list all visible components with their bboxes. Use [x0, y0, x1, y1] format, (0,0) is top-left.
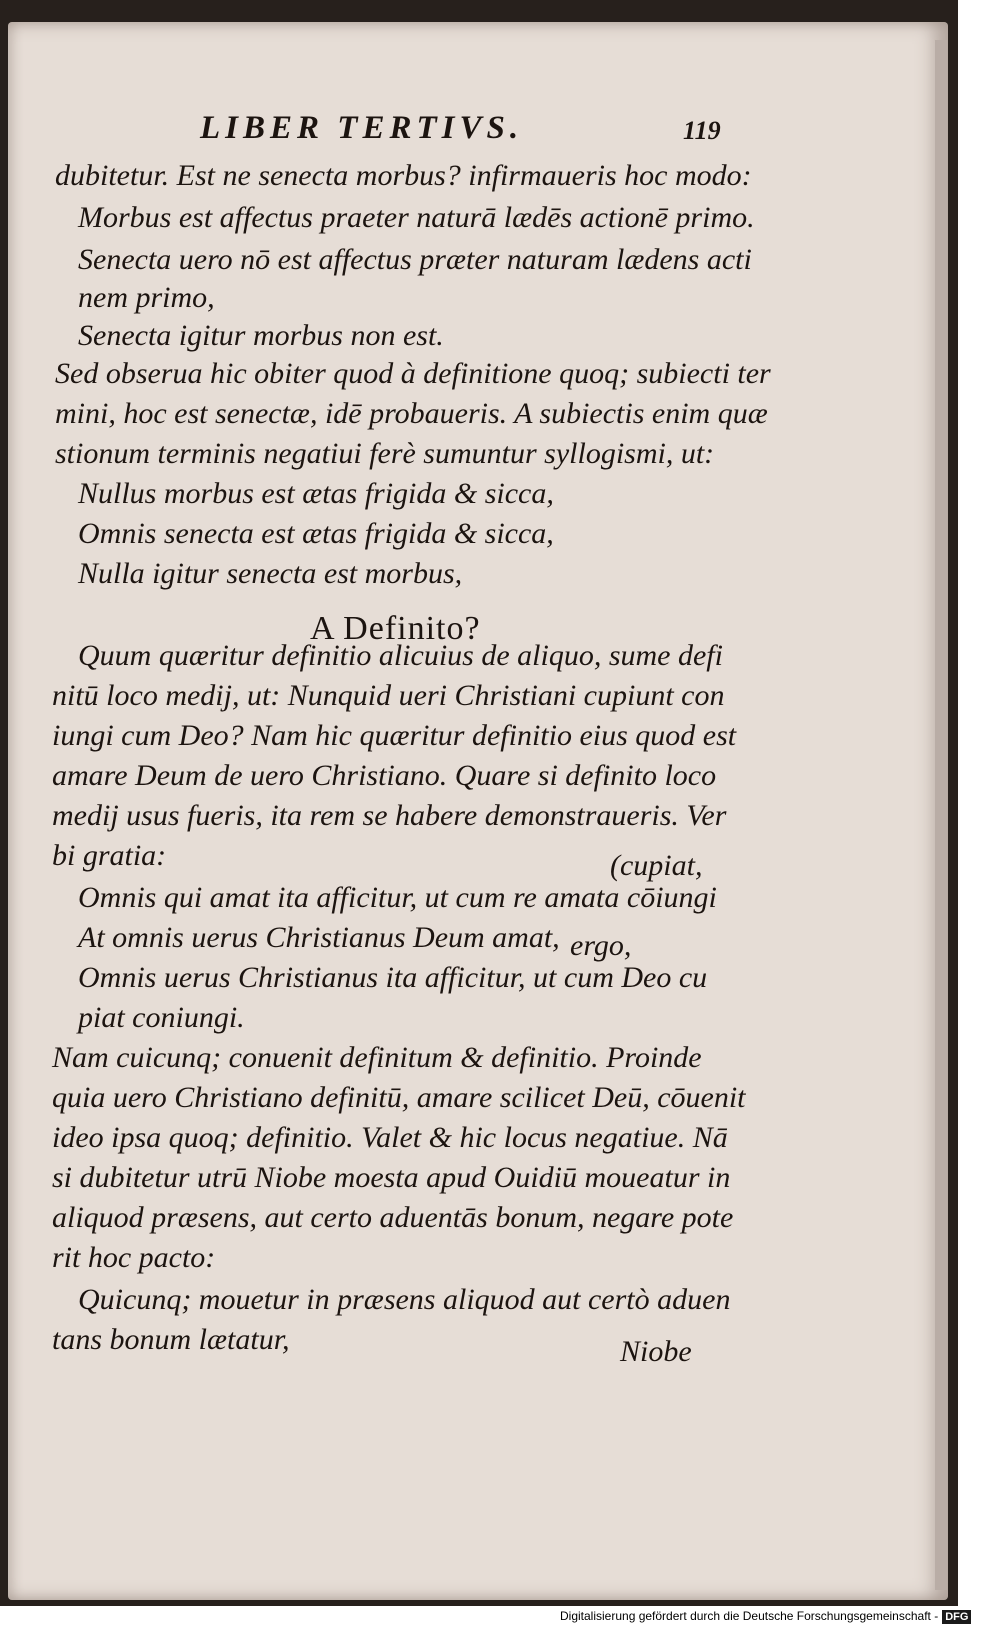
- text-line: tans bonum lætatur,: [52, 1323, 290, 1356]
- text-line: aliquod præsens, aut certo aduentās bonum, negare pote: [52, 1201, 734, 1234]
- text-line: ergo,: [570, 929, 632, 962]
- text-line: Nam cuicunq; conuenit definitum & definitio. Proinde: [52, 1041, 702, 1074]
- page-number: 119: [683, 116, 721, 145]
- digitization-credit: [560, 1606, 1000, 1626]
- text-line: Quicunq; mouetur in præsens aliquod aut certò aduen: [78, 1283, 731, 1316]
- text-line: (cupiat,: [610, 849, 703, 882]
- text-line: piat coniungi.: [78, 1001, 245, 1034]
- text-line: quia uero Christiano definitū, amare scilicet Deū, cōuenit: [52, 1081, 746, 1114]
- text-line: rit hoc pacto:: [52, 1241, 216, 1274]
- text-line: Senecta igitur morbus non est.: [78, 319, 444, 352]
- credit-text: Digitalisierung gefördert durch die Deutsche Forschungsgemeinschaft -: [560, 1609, 939, 1623]
- dfg-logo: DFG: [942, 1610, 971, 1624]
- text-line: dubitetur. Est ne senecta morbus? infirmaueris hoc modo:: [55, 159, 752, 192]
- text-line: iungi cum Deo? Nam hic quæritur definitio eius quod est: [52, 719, 737, 752]
- text-line: medij usus fueris, ita rem se habere demonstraueris. Ver: [52, 799, 727, 832]
- text-line: At omnis uerus Christianus Deum amat,: [78, 921, 560, 954]
- text-line: stionum terminis negatiui ferè sumuntur syllogismi, ut:: [55, 437, 715, 470]
- text-line: Omnis uerus Christianus ita afficitur, ut cum Deo cu: [78, 961, 708, 994]
- text-line: mini, hoc est senectæ, idē probaueris. A subiectis enim quæ: [55, 397, 768, 430]
- text-line: bi gratia:: [52, 839, 167, 872]
- text-line: amare Deum de uero Christiano. Quare si definito loco: [52, 759, 717, 792]
- section-heading: A Definito?: [310, 610, 481, 647]
- text-line: Omnis qui amat ita afficitur, ut cum re amata cōiungi: [78, 881, 717, 914]
- text-line: Nulla igitur senecta est morbus,: [78, 557, 463, 590]
- text-line: Senecta uero nō est affectus præter naturam lædens acti: [78, 243, 752, 276]
- text-line: nem primo,: [78, 281, 215, 314]
- text-line: nitū loco medij, ut: Nunquid ueri Christiani cupiunt con: [52, 679, 725, 712]
- text-line: ideo ipsa quoq; definitio. Valet & hic locus negatiue. Nā: [52, 1121, 728, 1154]
- text-line: si dubitetur utrū Niobe moesta apud Ouidiū moueatur in: [52, 1161, 731, 1194]
- catchword: Niobe: [620, 1335, 692, 1368]
- text-line: Quum quæritur definitio alicuius de aliquo, sume defi: [78, 639, 723, 672]
- text-line: Sed obserua hic obiter quod à definitione quoq; subiecti ter: [55, 357, 771, 390]
- text-line: Omnis senecta est ætas frigida & sicca,: [78, 517, 554, 550]
- running-head: LIBER TERTIVS.: [200, 110, 524, 146]
- text-line: Nullus morbus est ætas frigida & sicca,: [78, 477, 554, 510]
- text-line: Morbus est affectus praeter naturā lædēs actionē primo.: [78, 201, 755, 234]
